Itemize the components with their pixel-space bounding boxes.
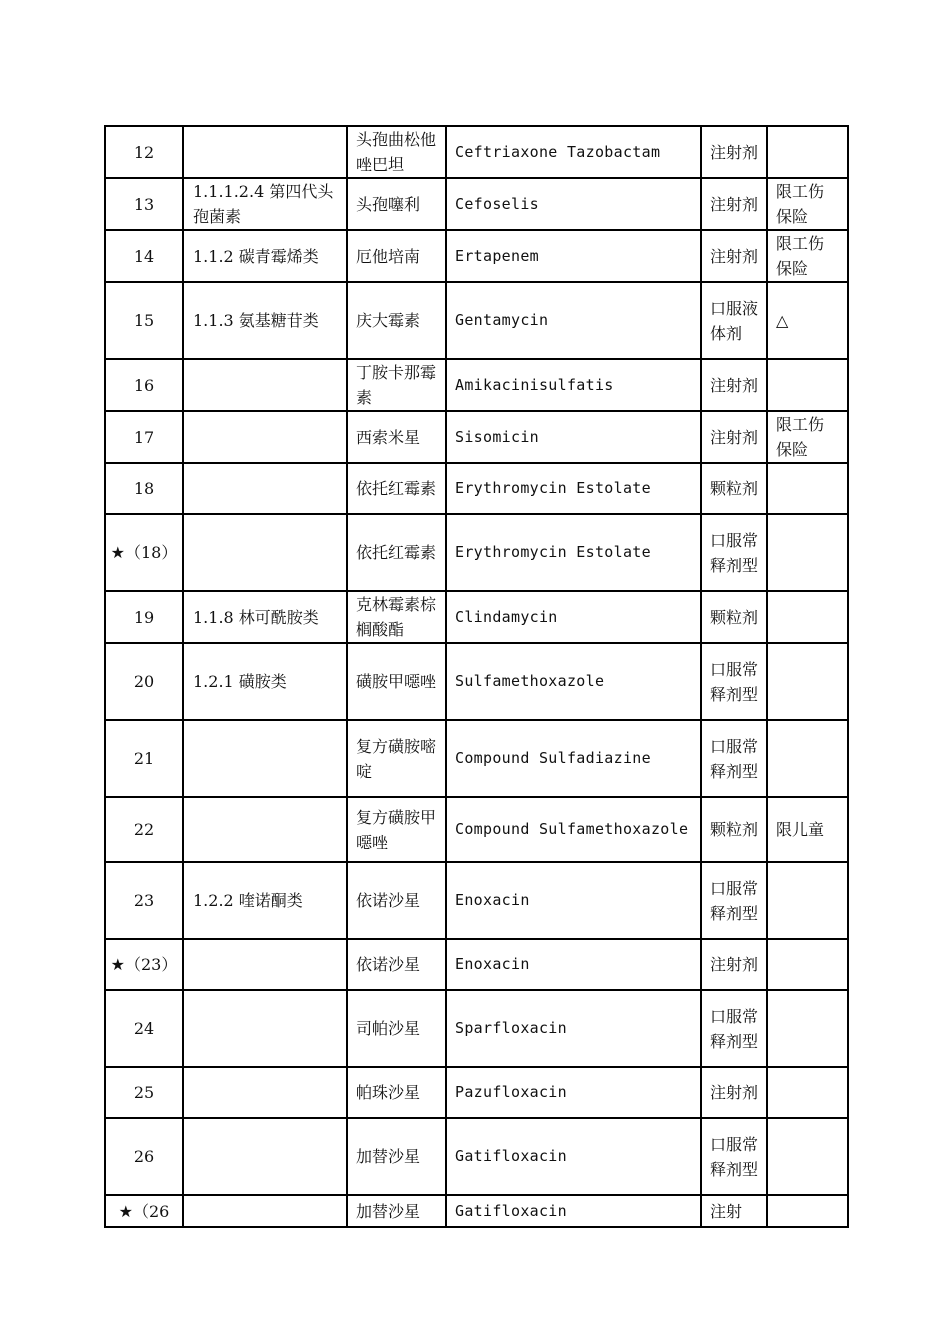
cell-number: 19: [105, 591, 183, 643]
cell-category: [183, 514, 347, 591]
cell-chinese-name: 厄他培南: [347, 230, 446, 282]
cell-remark: [767, 862, 848, 939]
cell-number: 21: [105, 720, 183, 797]
cell-dosage-form: 注射剂: [701, 359, 767, 411]
cell-number: 26: [105, 1118, 183, 1195]
cell-category: 1.1.2 碳青霉烯类: [183, 230, 347, 282]
cell-category: [183, 126, 347, 178]
table-row: [105, 939, 848, 990]
cell-remark: [767, 643, 848, 720]
cell-remark: 限儿童: [767, 797, 848, 862]
table-row: [105, 178, 848, 230]
cell-chinese-name: 克林霉素棕榈酸酯: [347, 591, 446, 643]
cell-category: 1.1.3 氨基糖苷类: [183, 282, 347, 359]
cell-chinese-name: 西索米星: [347, 411, 446, 463]
cell-english-name: Compound Sulfadiazine: [446, 720, 701, 797]
cell-chinese-name: 帕珠沙星: [347, 1067, 446, 1118]
cell-dosage-form: 注射剂: [701, 1067, 767, 1118]
cell-number: 23: [105, 862, 183, 939]
cell-english-name: Sulfamethoxazole: [446, 643, 701, 720]
cell-dosage-form: 口服常释剂型: [701, 514, 767, 591]
cell-remark: [767, 514, 848, 591]
cell-dosage-form: 注射剂: [701, 411, 767, 463]
cell-remark: [767, 720, 848, 797]
cell-category: 1.1.8 林可酰胺类: [183, 591, 347, 643]
cell-remark: 限工伤保险: [767, 178, 848, 230]
cell-english-name: Pazufloxacin: [446, 1067, 701, 1118]
cell-remark: 限工伤保险: [767, 411, 848, 463]
cell-chinese-name: 头孢曲松他唑巴坦: [347, 126, 446, 178]
cell-english-name: Sisomicin: [446, 411, 701, 463]
table-row: [105, 463, 848, 514]
cell-chinese-name: 加替沙星: [347, 1195, 446, 1227]
cell-remark: [767, 359, 848, 411]
cell-dosage-form: 注射剂: [701, 230, 767, 282]
table-row: [105, 591, 848, 643]
cell-number: 13: [105, 178, 183, 230]
cell-remark: [767, 939, 848, 990]
cell-dosage-form: 颗粒剂: [701, 797, 767, 862]
cell-dosage-form: 口服常释剂型: [701, 643, 767, 720]
cell-chinese-name: 依托红霉素: [347, 463, 446, 514]
cell-dosage-form: 注射剂: [701, 126, 767, 178]
cell-english-name: Compound Sulfamethoxazole: [446, 797, 701, 862]
cell-dosage-form: 注射剂: [701, 939, 767, 990]
cell-dosage-form: 颗粒剂: [701, 463, 767, 514]
cell-category: [183, 1118, 347, 1195]
table-row: [105, 126, 848, 178]
table-row: [105, 990, 848, 1067]
table-row: [105, 411, 848, 463]
cell-english-name: Gatifloxacin: [446, 1118, 701, 1195]
cell-category: 1.2.2 喹诺酮类: [183, 862, 347, 939]
cell-category: [183, 1195, 347, 1227]
table-row: [105, 1195, 848, 1227]
cell-remark: [767, 591, 848, 643]
cell-english-name: Sparfloxacin: [446, 990, 701, 1067]
cell-remark: [767, 1067, 848, 1118]
cell-chinese-name: 头孢噻利: [347, 178, 446, 230]
cell-number: 18: [105, 463, 183, 514]
cell-category: [183, 1067, 347, 1118]
cell-number: 16: [105, 359, 183, 411]
table-body: [105, 126, 848, 1227]
cell-category: [183, 359, 347, 411]
table-row: [105, 514, 848, 591]
cell-remark: [767, 1118, 848, 1195]
cell-chinese-name: 复方磺胺嘧啶: [347, 720, 446, 797]
cell-remark: [767, 990, 848, 1067]
cell-remark: 限工伤保险: [767, 230, 848, 282]
cell-category: [183, 990, 347, 1067]
cell-dosage-form: 颗粒剂: [701, 591, 767, 643]
cell-english-name: Gentamycin: [446, 282, 701, 359]
cell-english-name: Erythromycin Estolate: [446, 514, 701, 591]
cell-number: ★（18）: [105, 514, 183, 591]
cell-chinese-name: 加替沙星: [347, 1118, 446, 1195]
drug-catalog-table: [104, 125, 849, 1228]
cell-category: 1.1.1.2.4 第四代头孢菌素: [183, 178, 347, 230]
cell-dosage-form: 注射: [701, 1195, 767, 1227]
cell-number: 17: [105, 411, 183, 463]
cell-english-name: Erythromycin Estolate: [446, 463, 701, 514]
cell-chinese-name: 复方磺胺甲噁唑: [347, 797, 446, 862]
cell-english-name: Ertapenem: [446, 230, 701, 282]
cell-dosage-form: 口服常释剂型: [701, 1118, 767, 1195]
cell-english-name: Amikacinisulfatis: [446, 359, 701, 411]
cell-dosage-form: 注射剂: [701, 178, 767, 230]
table-row: [105, 359, 848, 411]
cell-number: 14: [105, 230, 183, 282]
cell-dosage-form: 口服液体剂: [701, 282, 767, 359]
table-row: [105, 1067, 848, 1118]
cell-chinese-name: 依诺沙星: [347, 939, 446, 990]
cell-chinese-name: 依诺沙星: [347, 862, 446, 939]
cell-category: [183, 411, 347, 463]
cell-number: 22: [105, 797, 183, 862]
cell-english-name: Enoxacin: [446, 939, 701, 990]
cell-category: [183, 720, 347, 797]
cell-remark: △: [767, 282, 848, 359]
cell-remark: [767, 126, 848, 178]
cell-number: 15: [105, 282, 183, 359]
table-row: [105, 720, 848, 797]
cell-number: 25: [105, 1067, 183, 1118]
cell-english-name: Ceftriaxone Tazobactam: [446, 126, 701, 178]
cell-english-name: Clindamycin: [446, 591, 701, 643]
table-row: [105, 282, 848, 359]
cell-english-name: Enoxacin: [446, 862, 701, 939]
cell-dosage-form: 口服常释剂型: [701, 720, 767, 797]
cell-chinese-name: 丁胺卡那霉素: [347, 359, 446, 411]
cell-english-name: Cefoselis: [446, 178, 701, 230]
cell-chinese-name: 磺胺甲噁唑: [347, 643, 446, 720]
cell-chinese-name: 庆大霉素: [347, 282, 446, 359]
cell-remark: [767, 463, 848, 514]
cell-number: ★（26: [105, 1195, 183, 1227]
cell-number: 12: [105, 126, 183, 178]
cell-category: 1.2.1 磺胺类: [183, 643, 347, 720]
cell-dosage-form: 口服常释剂型: [701, 990, 767, 1067]
cell-number: 24: [105, 990, 183, 1067]
table-row: [105, 643, 848, 720]
cell-category: [183, 797, 347, 862]
cell-category: [183, 939, 347, 990]
table-row: [105, 1118, 848, 1195]
cell-number: ★（23）: [105, 939, 183, 990]
cell-number: 20: [105, 643, 183, 720]
cell-remark: [767, 1195, 848, 1227]
table-row: [105, 230, 848, 282]
table-row: [105, 797, 848, 862]
cell-chinese-name: 司帕沙星: [347, 990, 446, 1067]
cell-chinese-name: 依托红霉素: [347, 514, 446, 591]
table-row: [105, 862, 848, 939]
cell-english-name: Gatifloxacin: [446, 1195, 701, 1227]
cell-dosage-form: 口服常释剂型: [701, 862, 767, 939]
cell-category: [183, 463, 347, 514]
